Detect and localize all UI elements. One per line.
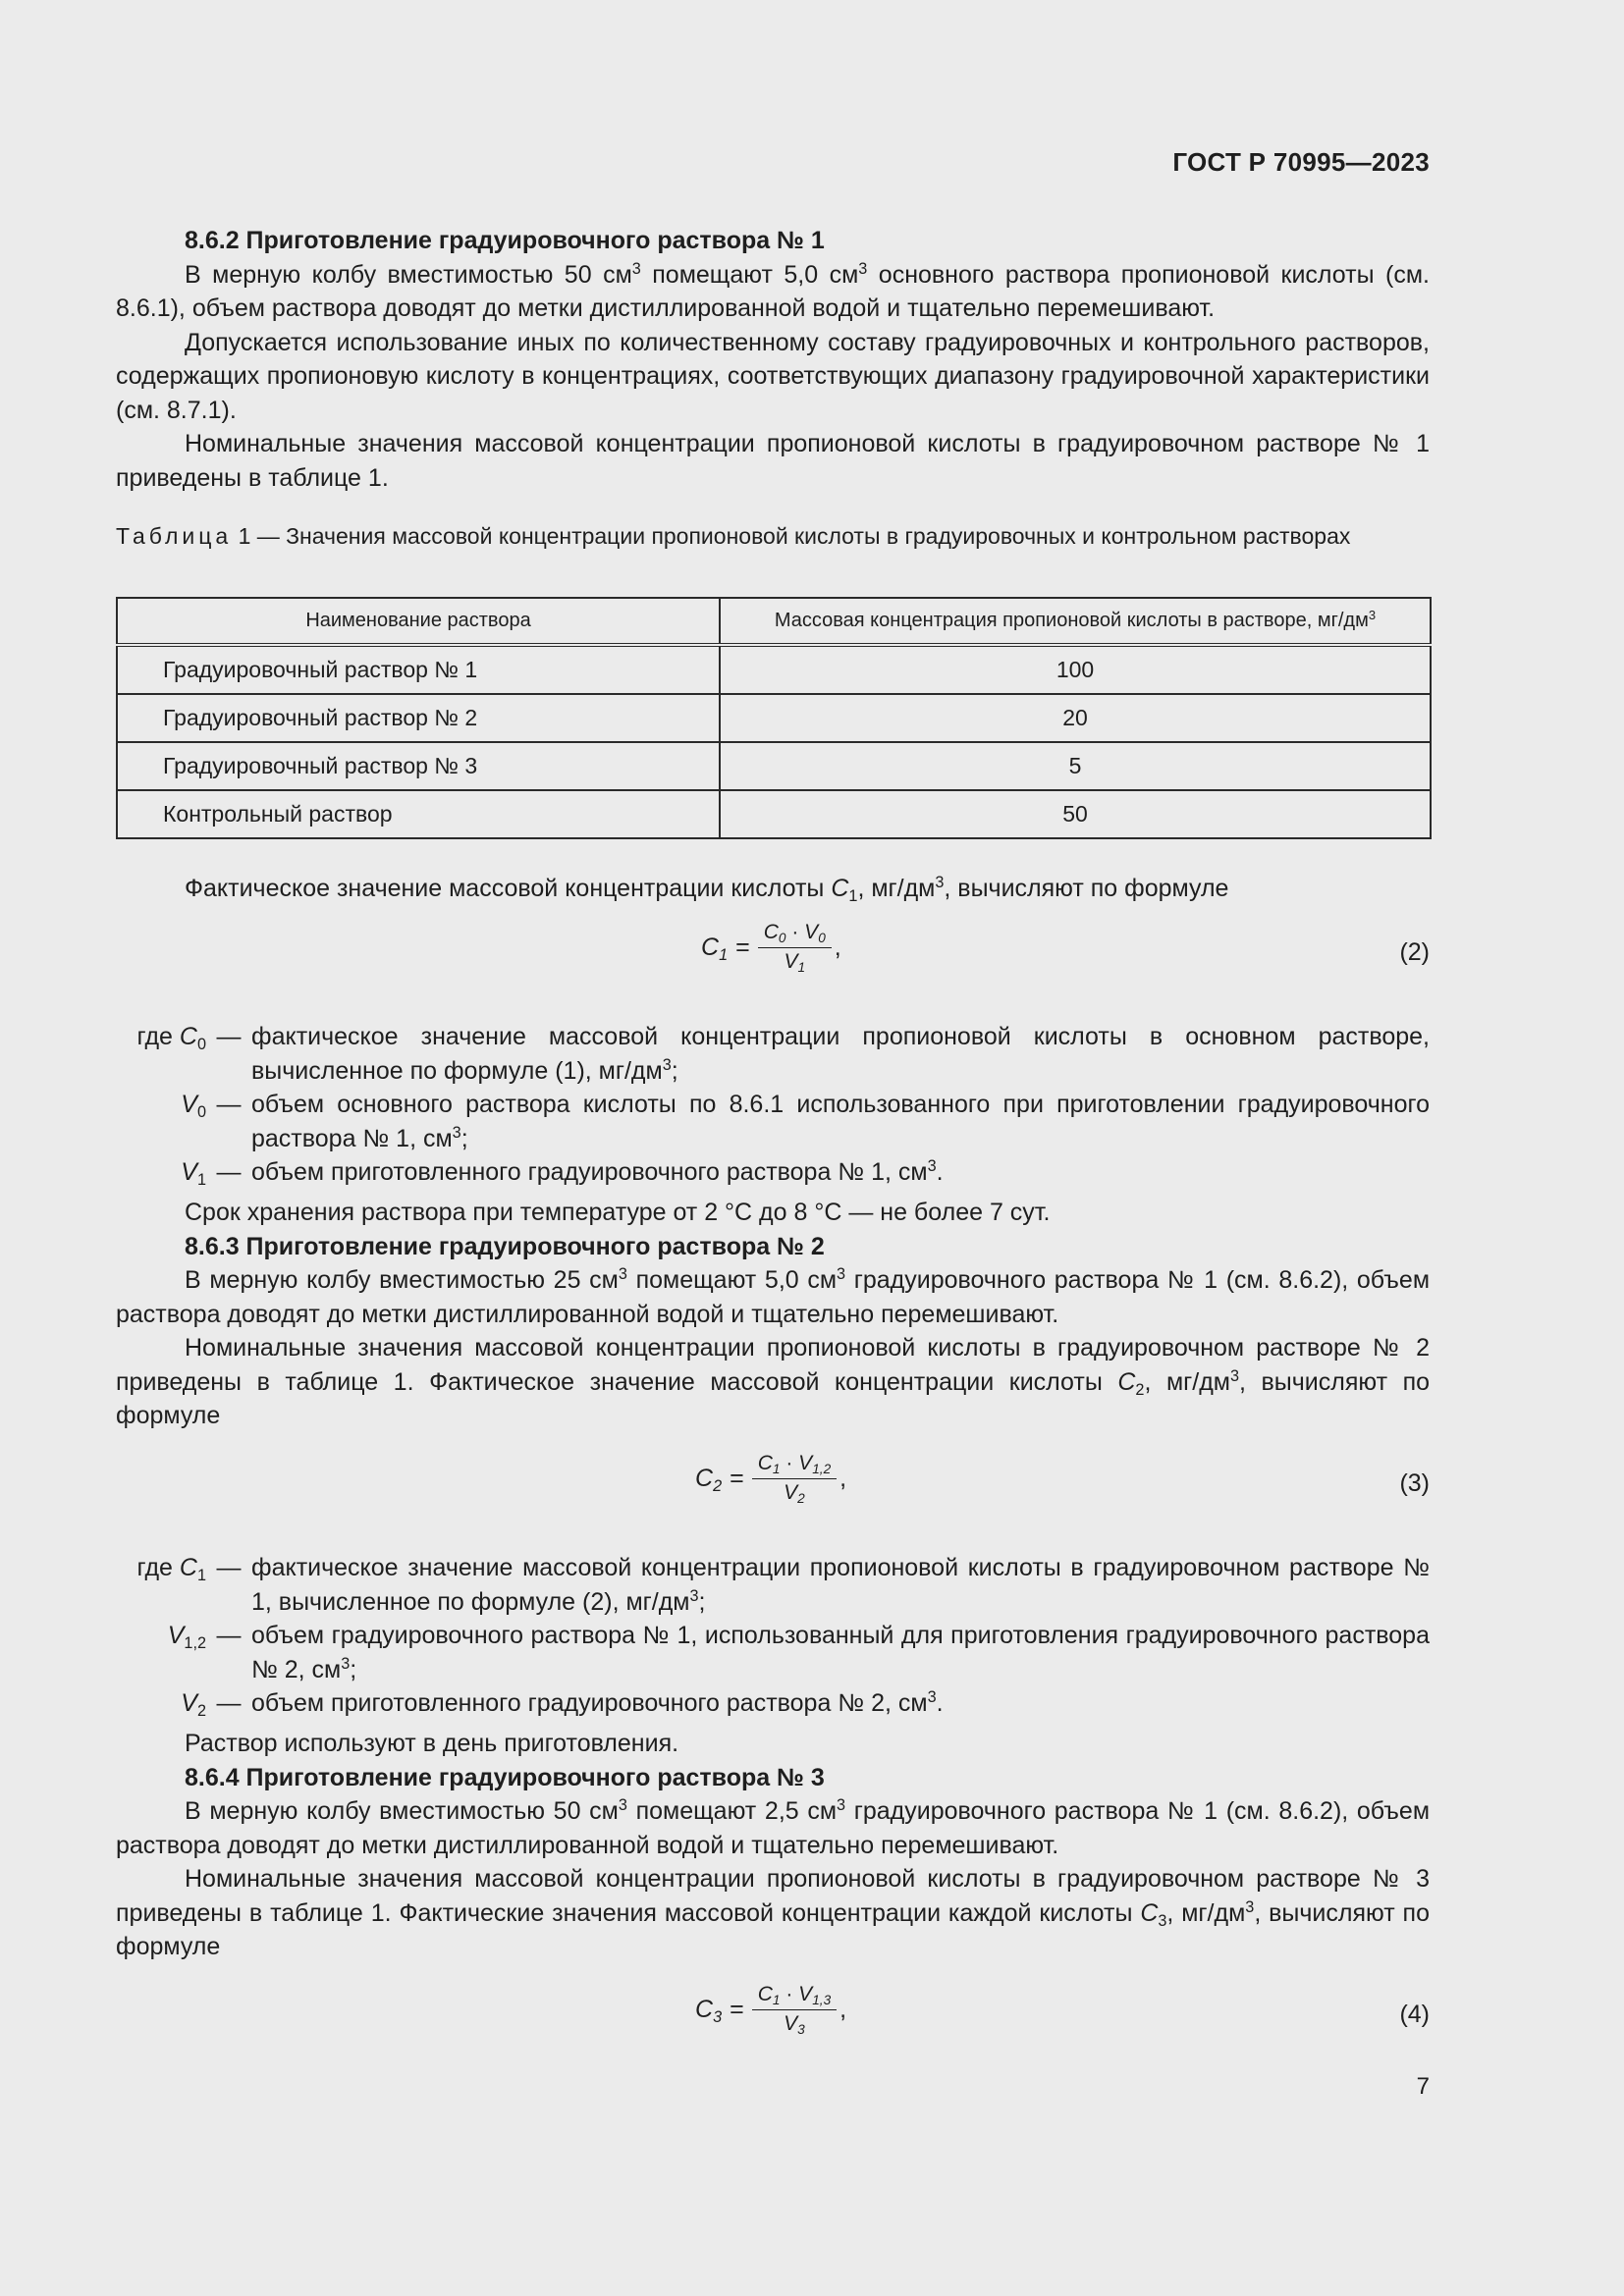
fraction: $\frac{C_1 \cdot V_{1,3}}{V_3}$ — [752, 1983, 837, 2036]
paragraph: В мерную колбу вместимостью 50 $см^3$ помещают 2,5 $см^3$ градуировочного раствора № 1 (см. 8.6.2), объем раствора доводят до метки дистиллированной водой и тщательно перемешивают. — [116, 1796, 1431, 1859]
paragraph: В мерную колбу вместимостью 50 $см^3$ помещают 5,0 $см^3$ основного раствора пропионовой кислоты (см. 8.6.1), объем раствора доводят до метки дистиллированной водой и тщательно перемешивают. — [116, 259, 1430, 322]
legend-item: $V_{1,2}$ — объем градуировочного раствора № 1, использованный для приготовления градуировочного раствора № 2, $см^3$; — [167, 1622, 1430, 1683]
paragraph: Номинальные значения массовой концентрации пропионовой кислоты в градуировочном растворе № 1 приведены в таблице 1. — [116, 430, 1430, 492]
formula-3-legend — [116, 1551, 1430, 1721]
table-cell: 20 — [720, 694, 1431, 742]
table-caption: Таблица 1 — Значения массовой концентрации пропионовой кислоты в градуировочных и контрольном растворах — [116, 523, 1351, 549]
document-header: ГОСТ Р 70995—2023 — [1172, 147, 1430, 177]
equation-number: (2) — [1399, 938, 1430, 966]
section-8-6-2 — [116, 224, 1430, 495]
section-heading: 8.6.4 Приготовление градуировочного раствора № 3 — [185, 1763, 825, 1791]
table-row — [117, 645, 1431, 694]
equation-number: (3) — [1399, 1469, 1430, 1497]
section-heading: 8.6.3 Приготовление градуировочного раствора № 2 — [185, 1232, 825, 1260]
paragraph: В мерную колбу вместимостью 25 $см^3$ помещают 5,0 $см^3$ градуировочного раствора № 1 (см. 8.6.2), объем раствора доводят до метки дистиллированной водой и тщательно перемешивают. — [116, 1265, 1431, 1328]
equation-number: (4) — [1399, 2001, 1430, 2028]
table-cell: Градуировочный раствор № 1 — [117, 645, 720, 694]
paragraph: Раствор используют в день приготовления. — [185, 1730, 679, 1757]
table-cell: 50 — [720, 790, 1431, 838]
fraction: $\frac{C_1 \cdot V_{1,2}}{V_2}$ — [752, 1452, 837, 1505]
table-cell: Градуировочный раствор № 2 — [117, 694, 720, 742]
legend-item: $V_0$ — объем основного раствора кислоты по 8.6.1 использованного при приготовлении градуировочного раствора № 1, $см^3$; — [181, 1091, 1430, 1152]
paragraph: Срок хранения раствора при температуре от 2 °C до 8 °C — не более 7 сут. — [185, 1199, 1051, 1226]
table-cell: Контрольный раствор — [117, 790, 720, 838]
page-number: 7 — [1416, 2073, 1430, 2100]
table-row — [117, 790, 1431, 838]
legend-item: где $C_1$ — фактическое значение массовой концентрации пропионовой кислоты в градуировочном растворе № 1, вычисленное по формуле (2), $мг/дм^3$; — [136, 1554, 1430, 1616]
paragraph: Номинальные значения массовой концентрации пропионовой кислоты в градуировочном растворе № 2 приведены в таблице 1. Фактическое значение массовой концентрации кислоты $C_2$, $мг/дм^3$, вычисляют по формуле — [116, 1334, 1431, 1429]
legend-item: $V_2$ — объем приготовленного градуировочного раствора № 2, $см^3$. — [181, 1688, 944, 1720]
paragraph: Фактическое значение массовой концентрации кислоты $C_1$, $мг/дм^3$, вычисляют по формуле — [185, 874, 1229, 905]
table-header-cell: Наименование раствора — [117, 598, 720, 645]
section-8-6-3 — [116, 1196, 1430, 1433]
paragraph: Номинальные значения массовой концентрации пропионовой кислоты в градуировочном растворе № 3 приведены в таблице 1. Фактические значения массовой концентрации каждой кислоты $C_3$, $мг/дм^3$, вычисляют по формуле — [116, 1865, 1430, 1960]
formula-2-legend — [116, 1020, 1430, 1190]
formula-2-intro — [116, 872, 1430, 906]
legend-item: где $C_0$ — фактическое значение массовой концентрации пропионовой кислоты в основном растворе, вычисленное по формуле (1), $мг/дм^3$; — [136, 1023, 1430, 1085]
fraction: $\frac{C_0 \cdot V_0}{V_1}$ — [758, 921, 832, 974]
formula-3-row — [116, 1452, 1430, 1521]
section-heading: 8.6.2 Приготовление градуировочного раствора № 1 — [185, 227, 825, 254]
concentration-table — [116, 597, 1432, 839]
table-row — [117, 742, 1431, 790]
formula-4-row — [116, 1983, 1430, 2052]
table-header-row — [117, 598, 1431, 645]
table-cell: 5 — [720, 742, 1431, 790]
legend-item: $V_1$ — объем приготовленного градуировочного раствора № 1, $см^3$. — [181, 1157, 944, 1189]
paragraph: Допускается использование иных по количественному составу градуировочных и контрольного растворов, содержащих пропионовую кислоту в концентрациях, соответствующих диапазону градуировочной характеристики (см. 8.7.1). — [116, 328, 1430, 424]
table-row — [117, 694, 1431, 742]
formula-2: $C_1$ = $\frac{C_0 \cdot V_0}{V_1}$ , — [701, 921, 841, 976]
table-cell: Градуировочный раствор № 3 — [117, 742, 720, 790]
section-8-6-4 — [116, 1727, 1430, 1964]
formula-2-row — [116, 921, 1430, 989]
formula-3: $C_2$ = $\frac{C_1 \cdot V_{1,2}}{V_2}$ , — [695, 1452, 847, 1507]
table-header-cell: Массовая концентрация пропионовой кислоты в растворе, $мг/дм^3$ — [720, 598, 1431, 645]
formula-4: $C_3$ = $\frac{C_1 \cdot V_{1,3}}{V_3}$ , — [695, 1983, 847, 2038]
table-cell: 100 — [720, 645, 1431, 694]
